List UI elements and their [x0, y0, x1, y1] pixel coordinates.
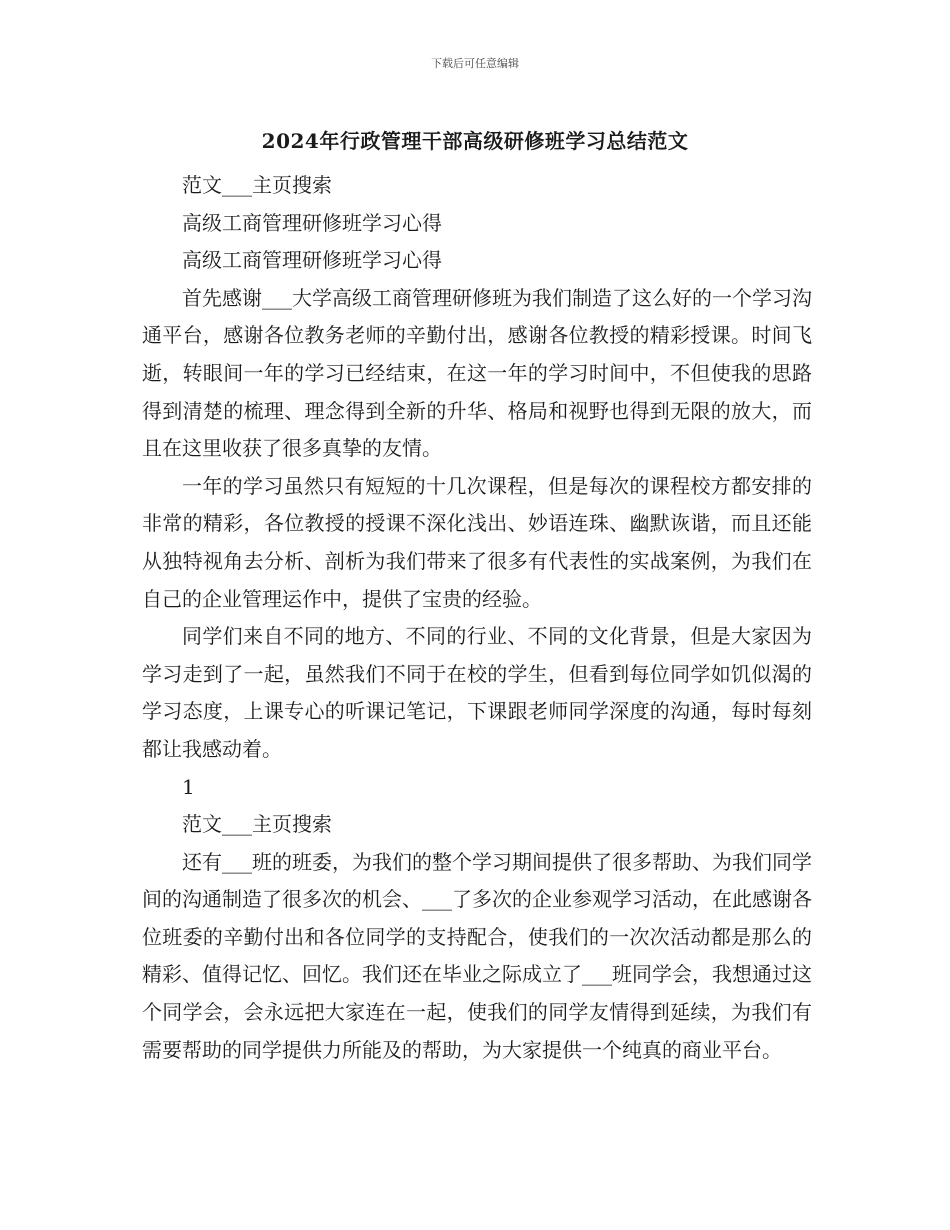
paragraph-classmates: 同学们来自不同的地方、不同的行业、不同的文化背景，但是大家因为学习走到了一起，虽然我们不同于在校的学生，但看到每位同学如饥似渴的学习态度，上课专心的听课记笔记，下课跟老师同学深度的沟通，每时每刻都让我感动着。	[142, 624, 812, 761]
document-title: 2024年行政管理干部高级研修班学习总结范文	[261, 129, 689, 153]
paragraph-thanks: 首先感谢___大学高级工商管理研修班为我们制造了这么好的一个学习沟通平台，感谢各位教务老师的辛勤付出，感谢各位教授的精彩授课。时间飞逝，转眼间一年的学习已经结束，在这一年的学习时间中，不但使我的思路得到清楚的梳理、理念得到全新的升华、格局和视野也得到无限的放大，而且在这里收获了很多真挚的友情。	[142, 285, 812, 461]
header-note: 下载后可任意编辑	[431, 57, 519, 70]
paragraph-class-committee: 还有___班的班委，为我们的整个学习期间提供了很多帮助、为我们同学间的沟通制造了很多次的机会、___了多次的企业参观学习活动，在此感谢各位班委的辛勤付出和各位同学的支持配合，使我们的一次次活动都是那么的精彩、值得记忆、回忆。我们还在毕业之际成立了___班同学会，我想通过这个同学会，会永远把大家连在一起，使我们的同学友情得到延续，为我们有需要帮助的同学提供力所能及的帮助，为大家提供一个纯真的商业平台。	[142, 849, 812, 1062]
paragraph-site-label: 范文___主页搜索	[182, 173, 332, 197]
paragraph-subtitle-2: 高级工商管理研修班学习心得	[182, 248, 442, 273]
page-number: 1	[182, 774, 195, 799]
paragraph-subtitle-1: 高级工商管理研修班学习心得	[182, 210, 442, 235]
paragraph-site-label-2: 范文___主页搜索	[182, 812, 332, 837]
document-body	[142, 167, 812, 1069]
paragraph-courses: 一年的学习虽然只有短短的十几次课程，但是每次的课程校方都安排的非常的精彩，各位教授的授课不深化浅出、妙语连珠、幽默诙谐，而且还能从独特视角去分析、剖析为我们带来了很多有代表性的实战案例，为我们在自己的企业管理运作中，提供了宝贵的经验。	[142, 473, 812, 611]
